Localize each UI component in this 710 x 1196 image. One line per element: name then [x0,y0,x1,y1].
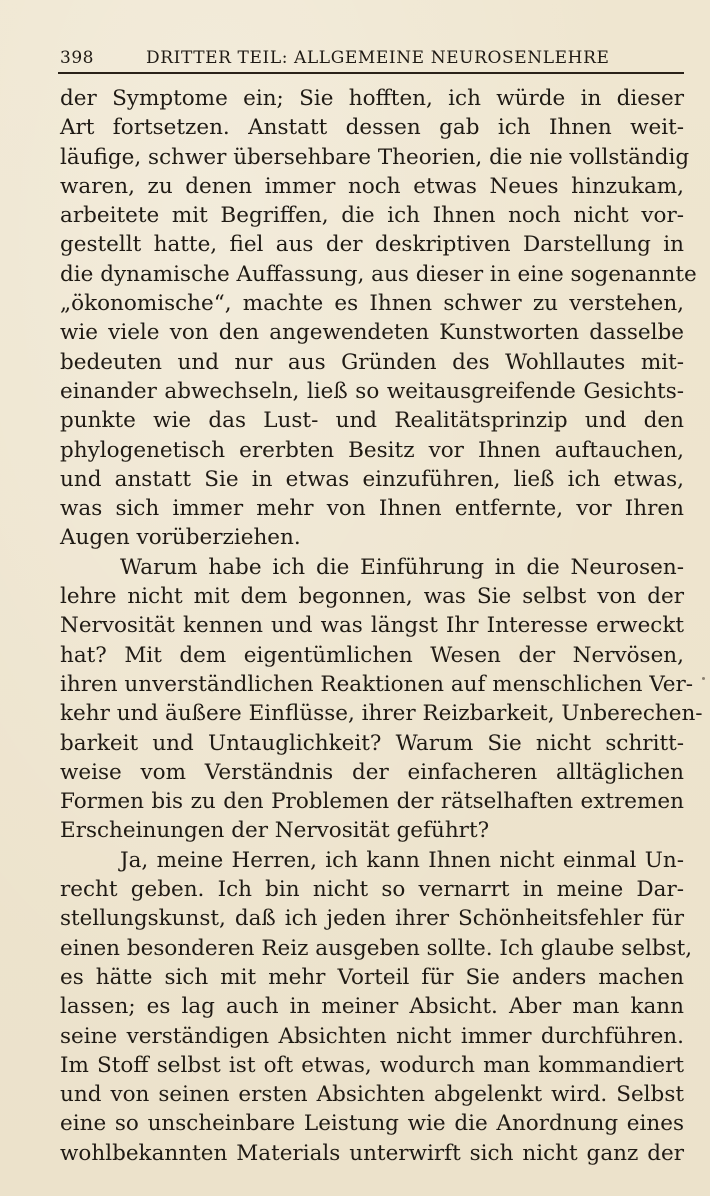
text-line: es hätte sich mit mehr Vorteil für Sie anders machen [60,964,684,990]
text-line: barkeit und Untauglichkeit? Warum Sie nicht schritt- [60,730,684,756]
text-line: und anstatt Sie in etwas einzuführen, ließ ich etwas, [60,466,684,492]
text-line: bedeuten und nur aus Gründen des Wohllautes mit- [60,349,684,375]
paragraph [60,84,697,553]
page-number: 398 [60,48,94,68]
text-line: ihren unverständlichen Reaktionen auf menschlichen Ver- [60,671,694,697]
text-line: Warum habe ich die Einführung in die Neurosen- [120,554,684,580]
text-line: „ökonomische“, machte es Ihnen schwer zu verstehen, [60,291,684,317]
paragraph [60,846,693,1168]
text-line: weise vom Verständnis der einfacheren alltäglichen [60,759,684,785]
text-line: der Symptome ein; Sie hofften, ich würde in dieser [60,86,684,111]
text-line: hat? Mit dem eigentümlichen Wesen der Nervösen, [60,642,684,668]
text-line: lehre nicht mit dem begonnen, was Sie selbst von der [60,584,684,610]
text-line: was sich immer mehr von Ihnen entfernte, vor Ihren [60,496,684,522]
running-header [58,46,684,74]
text-line: Im Stoff selbst ist oft etwas, wodurch man kommandiert [60,1052,684,1078]
text-line: Erscheinungen der Nervosität geführt? [60,818,490,844]
text-line: einen besonderen Reiz ausgeben sollte. Ich glaube selbst, [60,935,693,961]
text-line: Art fortsetzen. Anstatt dessen gab ich Ihnen weit- [60,115,684,141]
text-line: wohlbekannten Materials unterwirft sich nicht ganz der [60,1140,684,1166]
text-line: lassen; es lag auch in meiner Absicht. Aber man kann [60,994,684,1020]
text-line: gestellt hatte, fiel aus der deskriptiven Darstellung in [60,232,684,258]
text-line: stellungskunst, daß ich jeden ihrer Schönheitsfehler für [60,906,684,932]
text-line: wie viele von den angewendeten Kunstworten dasselbe [60,320,684,346]
paragraph [60,553,703,846]
text-line: kehr und äußere Einflüsse, ihrer Reizbarkeit, Unberechen- [60,701,703,727]
text-line: punkte wie das Lust- und Realitätsprinzip und den [60,408,684,434]
text-line: Formen bis zu den Problemen der rätselhaften extremen [60,789,684,815]
text-line: und von seinen ersten Absichten abgelenkt wird. Selbst [60,1082,684,1108]
text-line: phylogenetisch ererbten Besitz vor Ihnen auftauchen, [60,437,684,463]
text-line: arbeitete mit Begriffen, die ich Ihnen noch nicht vor- [60,203,684,229]
text-line: Augen vorüberziehen. [60,525,301,551]
text-line: die dynamische Auffassung, aus dieser in eine sogenannte [60,261,697,287]
text-line: waren, zu denen immer noch etwas Neues hinzukam, [60,173,684,199]
text-line: seine verständigen Absichten nicht immer durchführen. [60,1023,684,1049]
text-line: Nervosität kennen und was längst Ihr Interesse erweckt [60,613,684,639]
running-title: DRITTER TEIL: ALLGEMEINE NEUROSENLEHRE [146,48,610,68]
body-text [60,84,703,1168]
text-line: recht geben. Ich bin nicht so vernarrt in meine Dar- [60,877,684,903]
text-line: eine so unscheinbare Leistung wie die Anordnung eines [60,1111,684,1137]
text-line: einander abwechseln, ließ so weitausgreifende Gesichts- [60,378,684,404]
text-line: läufige, schwer übersehbare Theorien, die nie vollständig [60,144,690,170]
print-speck [702,677,705,680]
text-line: Ja, meine Herren, ich kann Ihnen nicht einmal Un- [120,847,684,873]
